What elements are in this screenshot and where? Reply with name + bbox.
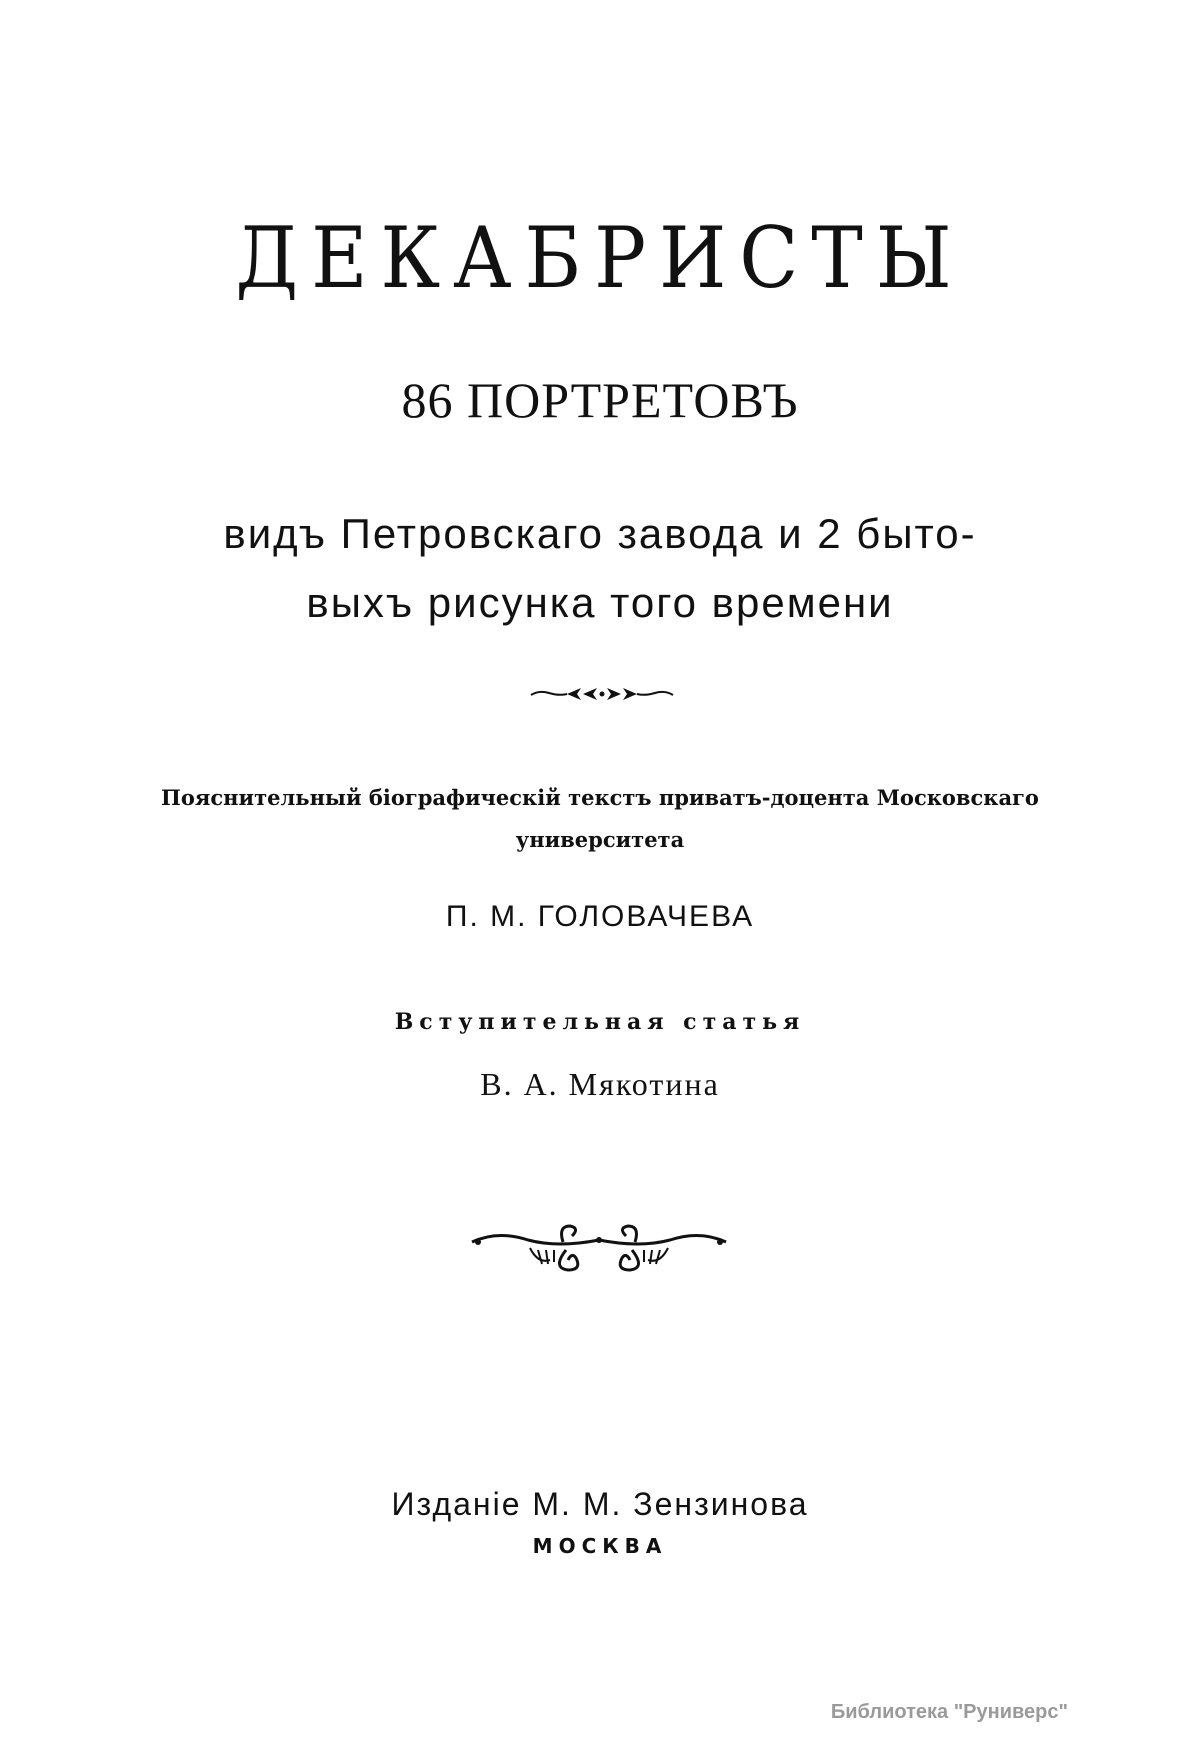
- intro-article-label: Вступительная статья: [394, 1009, 806, 1035]
- portraits-count: 86 ПОРТРЕТОВЪ: [401, 372, 799, 428]
- biographical-note-line-1: Пояснительный біографическій текстъ приватъ-доцента Московскаго: [161, 785, 1039, 810]
- library-watermark: Библиотека "Руниверс": [830, 1701, 1068, 1723]
- small-ornament: [527, 678, 677, 708]
- subtitle-line-2: выхъ рисунка того времени: [306, 579, 894, 626]
- subtitle-line-1: видъ Петровскаго завода и 2 быто-: [223, 510, 977, 557]
- publication-city: МОСКВА: [532, 1534, 668, 1558]
- intro-article-author: В. А. Мякотина: [480, 1066, 720, 1102]
- author-name: П. М. ГОЛОВАЧЕВА: [445, 900, 755, 933]
- biographical-note-line-2: университета: [515, 827, 685, 852]
- publisher: Изданіе М. М. Зензинова: [391, 1486, 809, 1522]
- book-title: ДЕКАБРИСТЫ: [235, 209, 965, 307]
- flourish-ornament: [468, 1220, 730, 1278]
